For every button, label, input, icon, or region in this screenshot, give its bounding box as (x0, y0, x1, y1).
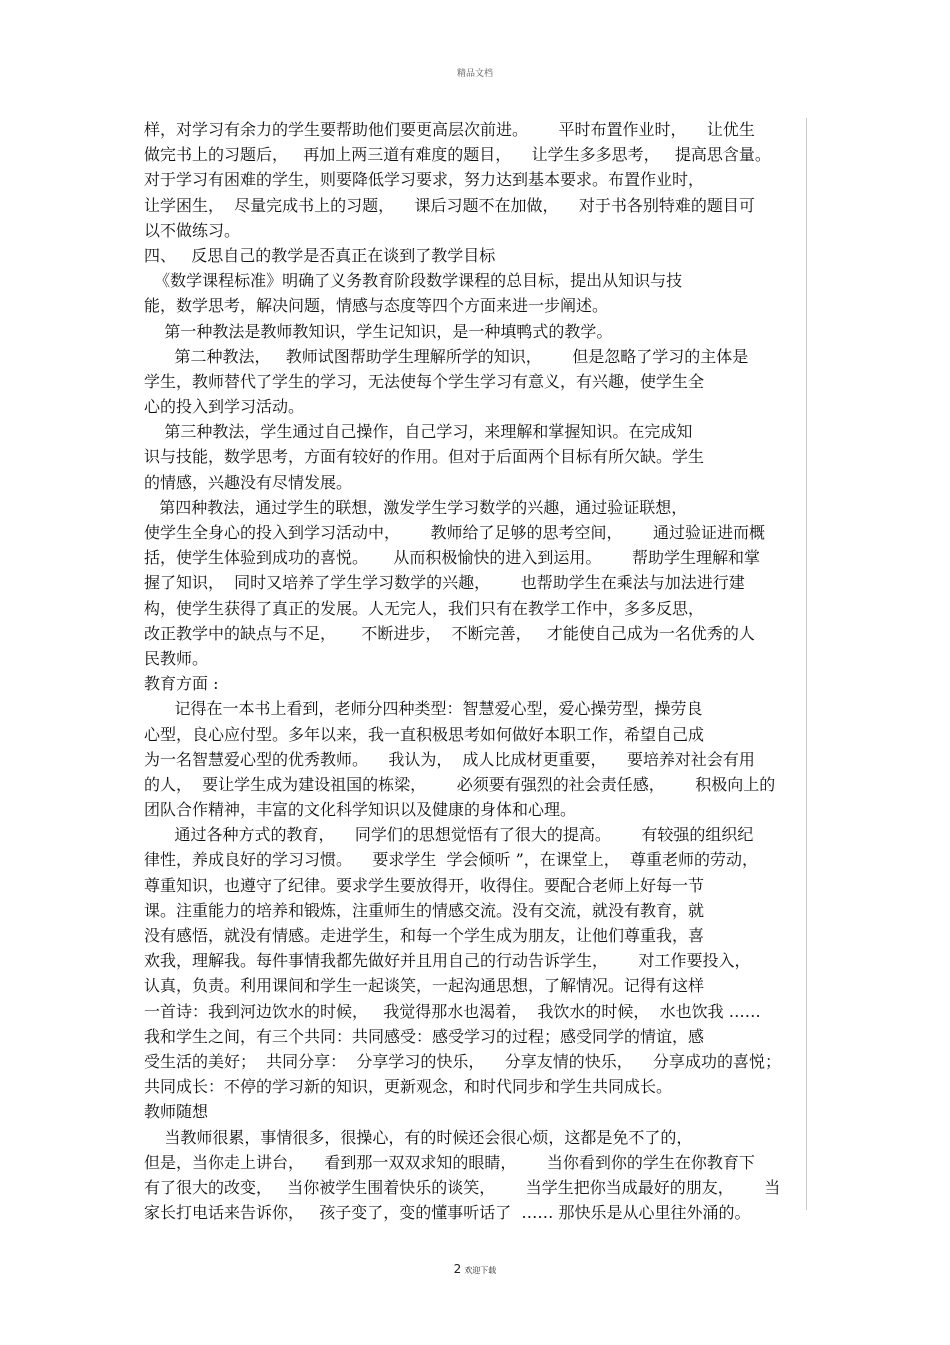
text-line: 第一种教法是教师教知识，学生记知识，是一种填鸭式的教学。 (144, 321, 613, 341)
text-line: 教育方面 : (144, 674, 219, 694)
text-line: 为一名智慧爱心型的优秀教师。 我认为， 成人比成材更重要， 要培养对社会有用 (144, 749, 755, 769)
footer-text: 欢迎下载 (464, 1266, 497, 1275)
text-line: 括，使学生体验到成功的喜悦。 从而积极愉快的进入到运用。 帮助学生理解和掌 (144, 548, 760, 568)
text-line: 构，使学生获得了真正的发展。人无完人，我们只有在教学工作中，多多反思， (144, 598, 705, 618)
text-line: 教师随想 (144, 1102, 209, 1122)
text-line: 学生，教师替代了学生的学习，无法使每个学生学习有意义，有兴趣，使学生全 (144, 371, 705, 391)
text-line: 能，数学思考，解决问题，情感与态度等四个方面来进一步阐述。 (144, 296, 609, 316)
text-line: 心的投入到学习活动。 (144, 397, 305, 417)
text-line: 改正教学中的缺点与不足， 不断进步， 不断完善， 才能使自己成为一名优秀的人 (144, 623, 755, 643)
text-line: 的情感，兴趣没有尽情发展。 (144, 472, 353, 492)
text-line: 让学困生， 尽量完成书上的习题， 课后习题不在加做， 对于书各别特难的题目可 (144, 195, 755, 215)
text-line: 受生活的美好； 共同分享： 分享学习的快乐， 分享友情的快乐， 分享成功的喜悦； (144, 1051, 782, 1071)
text-line: 但是，当你走上讲台， 看到那一双双求知的眼睛， 当你看到你的学生在你教育下 (144, 1152, 755, 1172)
text-line: 样，对学习有余力的学生要帮助他们要更高层次前进。 平时布置作业时， 让优生 (144, 120, 755, 139)
text-line: 记得在一本书上看到，老师分四种类型：智慧爱心型，爱心操劳型，操劳良 (144, 699, 703, 719)
margin-rule (806, 118, 807, 1210)
text-line: 心型，良心应付型。多年以来，我一直积极思考如何做好本职工作，希望自己成 (144, 724, 705, 744)
text-line: 识与技能，数学思考，方面有较好的作用。但对于后面两个目标有所欠缺。学生 (144, 447, 705, 467)
text-line: 使学生全身心的投入到学习活动中， 教师给了足够的思考空间， 通过验证进而概 (144, 523, 766, 542)
text-line: 家长打电话来告诉你， 孩子变了，变的懂事听话了 …… 那快乐是从心里往外涌的。 (144, 1203, 751, 1223)
text-line: 通过各种方式的教育， 同学们的思想觉悟有了很大的提高。 有较强的组织纪 (144, 825, 754, 845)
text-line: 第三种教法，学生通过自己操作，自己学习，来理解和掌握知识。在完成知 (144, 422, 693, 442)
text-line: 握了知识， 同时又培养了学生学习数学的兴趣， 也帮助学生在乘法与加法进行建 (144, 573, 745, 593)
text-line: 认真，负责。利用课间和学生一起谈笑，一起沟通思想，了解情况。记得有这样 (144, 976, 705, 996)
text-line: 做完书上的习题后， 再加上两三道有难度的题目， 让学生多多思考， 提高思含量。 (144, 145, 771, 165)
text-line: 《数学课程标准》明确了义务教育阶段数学课程的总目标，提出从知识与技 (144, 271, 683, 291)
text-line: 一首诗：我到河边饮水的时候， 我觉得那水也渴着， 我饮水的时候， 水也饮我 …… (144, 1001, 761, 1021)
text-line: 课。注重能力的培养和锻炼，注重师生的情感交流。没有交流，就没有教育，就 (144, 900, 705, 920)
text-line: 我和学生之间，有三个共同：共同感受：感受学习的过程；感受同学的情谊，感 (144, 1026, 705, 1046)
text-line: 对于学习有困难的学生，则要降低学习要求，努力达到基本要求。布置作业时， (144, 170, 705, 190)
text-line: 以不做练习。 (144, 220, 241, 240)
text-line: 团队合作精神，丰富的文化科学知识以及健康的身体和心理。 (144, 800, 577, 820)
text-line: 没有感悟，就没有情感。走进学生，和每一个学生成为朋友，让他们尊重我，喜 (144, 926, 705, 945)
page-footer (0, 1258, 950, 1277)
text-line: 当教师很累，事情很多，很操心，有的时候还会很心烦，这都是免不了的， (144, 1127, 693, 1147)
text-line: 有了很大的改变， 当你被学生围着快乐的谈笑， 当学生把你当成最好的朋友， 当 (144, 1177, 781, 1197)
text-line: 四、 反思自己的教学是否真正在谈到了教学目标 (144, 245, 496, 265)
text-line: 欢我，理解我。每件事情我都先做好并且用自己的行动告诉学生， 对工作要投入， (144, 951, 751, 971)
text-line: 第二种教法， 教师试图帮助学生理解所学的知识， 但是忽略了学习的主体是 (144, 346, 749, 366)
text-line: 尊重知识，也遵守了纪律。要求学生要放得开，收得住。要配合老师上好每一节 (144, 875, 705, 895)
text-line: 律性，养成良好的学习习惯。 要求学生 学会倾听 ”，在课堂上， 尊重老师的劳动， (144, 850, 758, 870)
text-line: 共同成长：不停的学习新的知识，更新观念，和时代同步和学生共同成长。 (144, 1077, 673, 1097)
document-body (144, 117, 806, 1225)
text-line: 的人， 要让学生成为建设祖国的栋梁， 必须要有强烈的社会责任感， 积极向上的 (144, 774, 776, 794)
page-number: 2 (453, 1262, 462, 1276)
text-line: 民教师。 (144, 648, 209, 668)
page-header: 精品文档 (456, 69, 493, 79)
text-line: 第四种教法，通过学生的联想，激发学生学习数学的兴趣，通过验证联想， (144, 497, 688, 517)
